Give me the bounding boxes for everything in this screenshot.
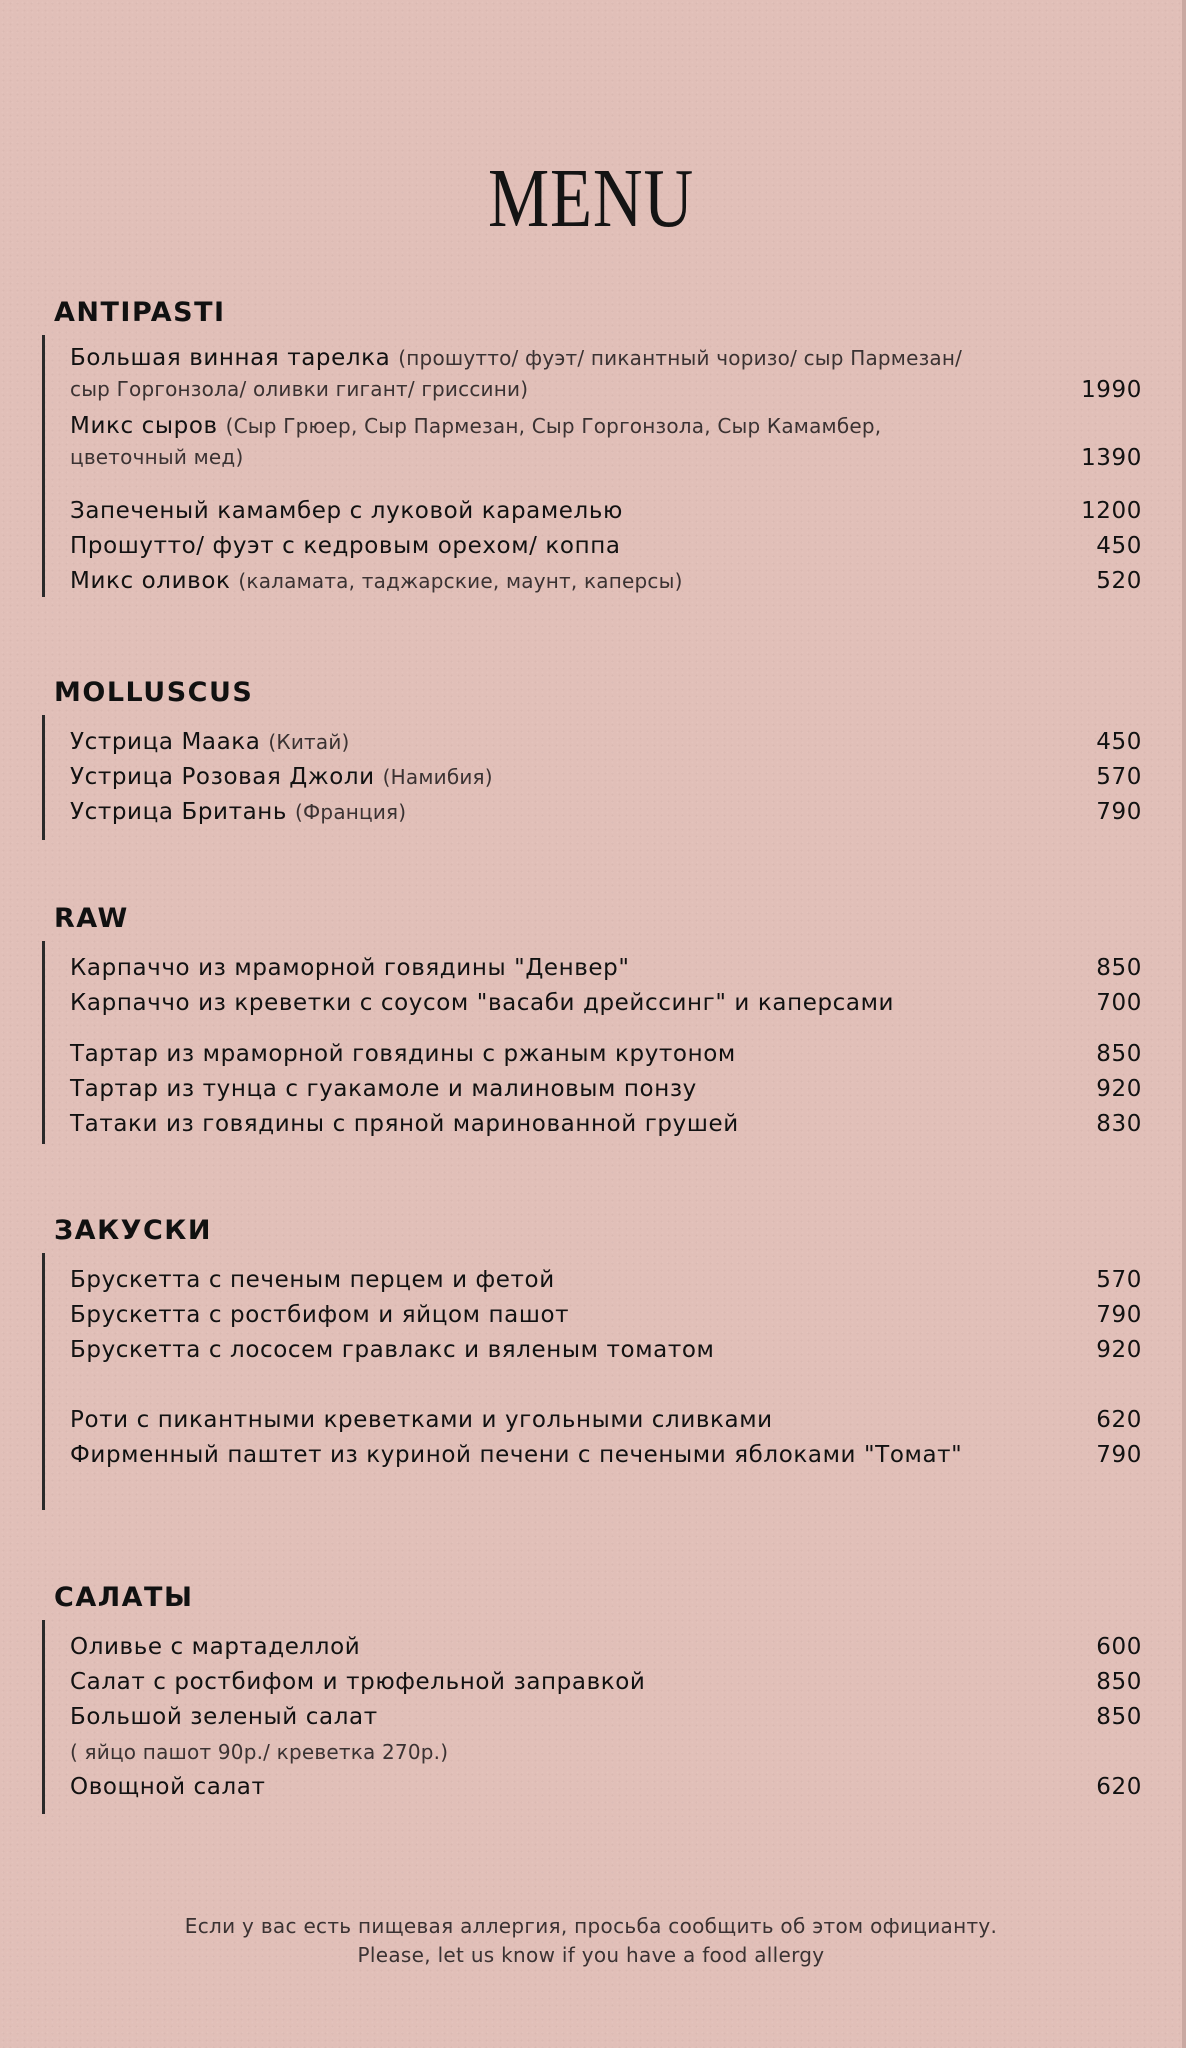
page-title: MENU [487, 152, 695, 245]
item-name: Большой зеленый салат [70, 1704, 378, 1730]
item-name: Татаки из говядины с пряной маринованной грушей [70, 1111, 739, 1137]
item-price: 920 [1096, 1076, 1142, 1102]
item-price: 600 [1096, 1634, 1142, 1660]
menu-item [70, 1076, 1142, 1102]
item-price: 570 [1096, 764, 1142, 790]
item-price: 1990 [1081, 377, 1142, 403]
menu-item [70, 568, 1142, 594]
item-price: 790 [1096, 799, 1142, 825]
allergy-note-ru: Если у вас есть пищевая аллергия, просьба сообщить об этом официанту. [184, 1914, 998, 1938]
item-name: Прошутто/ фуэт с кедровым орехом/ коппа [70, 533, 621, 559]
section-title: САЛАТЫ [54, 1582, 194, 1613]
menu-item [70, 990, 1142, 1016]
menu-item [70, 1267, 1142, 1293]
item-name: Большая винная тарелка [70, 345, 391, 371]
item-name: Микс оливок [70, 568, 231, 594]
menu-item [70, 533, 1142, 559]
menu-item [70, 1442, 1142, 1468]
menu-item [70, 1041, 1142, 1067]
item-price: 1200 [1081, 498, 1142, 524]
item-name: Овощной салат [70, 1774, 266, 1800]
item-name: Оливье с мартаделлой [70, 1634, 361, 1660]
menu-item [70, 955, 1142, 981]
item-name: Тартар из тунца с гуакамоле и малиновым понзу [70, 1076, 697, 1102]
item-price: 920 [1096, 1337, 1142, 1363]
item-price: 790 [1096, 1442, 1142, 1468]
item-name: Салат с ростбифом и трюфельной заправкой [70, 1669, 646, 1695]
menu-item [70, 1774, 1142, 1800]
section-bar [42, 1253, 45, 1510]
item-name: Брускетта с ростбифом и яйцом пашот [70, 1302, 570, 1328]
item-desc: (прошутто/ фуэт/ пикантный чоризо/ сыр Пармезан/ [398, 346, 963, 370]
menu-item [70, 1704, 1142, 1730]
menu-item [70, 345, 1142, 371]
item-name: Устрица Британь [70, 799, 288, 825]
menu-item [70, 1111, 1142, 1137]
item-desc: (Намибия) [382, 765, 493, 789]
item-name: Брускетта с лососем гравлакс и вяленым томатом [70, 1337, 715, 1363]
item-name: Карпаччо из креветки с соусом "васаби дрейссинг" и каперсами [70, 990, 895, 1016]
item-desc-continued: сыр Горгонзола/ оливки гигант/ гриссини) [70, 377, 529, 401]
menu-item [70, 1302, 1142, 1328]
section-bar [42, 335, 45, 597]
menu-item [70, 799, 1142, 825]
allergy-note-en: Please, let us know if you have a food allergy [357, 1943, 825, 1967]
item-desc: (Сыр Грюер, Сыр Пармезан, Сыр Горгонзола, Сыр Камамбер, [225, 414, 882, 438]
menu-item [70, 764, 1142, 790]
item-name: Фирменный паштет из куриной печени с печеными яблоками "Томат" [70, 1442, 963, 1468]
item-price: 450 [1096, 533, 1142, 559]
item-name: Микс сыров [70, 413, 218, 439]
item-name: Устрица Розовая Джоли [70, 764, 375, 790]
item-name: Запеченый камамбер с луковой карамелью [70, 498, 623, 524]
item-name: Роти с пикантными креветками и угольными сливками [70, 1407, 773, 1433]
item-price: 850 [1096, 1704, 1142, 1730]
item-price: 1390 [1081, 445, 1142, 471]
item-name: Устрица Маака [70, 729, 261, 755]
section-bar [42, 715, 45, 840]
item-desc: (каламата, таджарские, маунт, каперсы) [238, 569, 683, 593]
item-name: Брускетта с печеным перцем и фетой [70, 1267, 555, 1293]
section-bar [42, 1620, 45, 1814]
section-title: ЗАКУСКИ [54, 1215, 212, 1246]
menu-item [70, 1337, 1142, 1363]
item-price: 850 [1096, 1669, 1142, 1695]
section-title: MOLLUSCUS [54, 677, 254, 708]
item-desc: (Франция) [295, 800, 407, 824]
menu-item [70, 498, 1142, 524]
section-bar [42, 941, 45, 1144]
item-price: 620 [1096, 1407, 1142, 1433]
item-price: 850 [1096, 955, 1142, 981]
item-desc-continued: цветочный мед) [70, 445, 244, 469]
item-price: 850 [1096, 1041, 1142, 1067]
menu-item [70, 729, 1142, 755]
menu-item [70, 413, 1142, 439]
section-title: RAW [54, 903, 129, 934]
item-price: 700 [1096, 990, 1142, 1016]
item-price: 450 [1096, 729, 1142, 755]
item-desc: (Китай) [268, 730, 350, 754]
item-price: 790 [1096, 1302, 1142, 1328]
item-name: Тартар из мраморной говядины с ржаным крутоном [70, 1041, 736, 1067]
menu-item [70, 1669, 1142, 1695]
item-price: 620 [1096, 1774, 1142, 1800]
item-price: 520 [1096, 568, 1142, 594]
menu-item [70, 1407, 1142, 1433]
menu-item [70, 1634, 1142, 1660]
item-desc-continued: ( яйцо пашот 90р./ креветка 270р.) [70, 1740, 449, 1764]
item-price: 830 [1096, 1111, 1142, 1137]
section-title: ANTIPASTI [54, 297, 226, 328]
item-name: Карпаччо из мраморной говядины "Денвер" [70, 955, 630, 981]
item-price: 570 [1096, 1267, 1142, 1293]
